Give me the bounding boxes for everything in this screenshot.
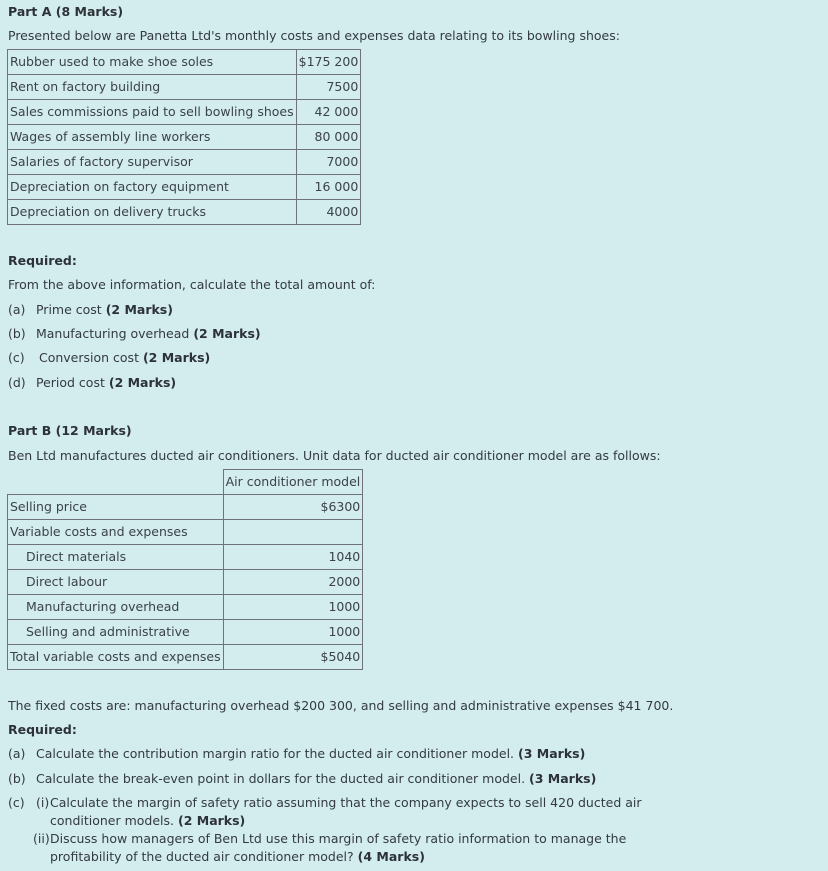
table-row	[8, 50, 361, 75]
row-label: Depreciation on factory equipment	[8, 175, 297, 200]
row-value	[223, 520, 363, 545]
item-marks: (2 Marks)	[193, 326, 261, 341]
row-label: Rent on factory building	[8, 75, 297, 100]
item-marks: (2 Marks)	[178, 813, 246, 828]
part-a-required-label: Required:	[8, 253, 77, 268]
table-row	[8, 595, 363, 620]
row-value: 2000	[223, 570, 363, 595]
part-b-item-a	[8, 746, 585, 761]
table-row	[8, 620, 363, 645]
row-label: Selling price	[8, 495, 224, 520]
table-row	[8, 150, 361, 175]
item-marks: (2 Marks)	[105, 302, 173, 317]
table-row	[8, 125, 361, 150]
row-label: Variable costs and expenses	[8, 520, 224, 545]
part-b-intro: Ben Ltd manufactures ducted air conditioners. Unit data for ducted air conditioner model are as follows:	[8, 448, 661, 463]
item-letter: (b)	[8, 326, 26, 341]
part-b-item-c-i-line1: Calculate the margin of safety ratio assuming that the company expects to sell 420 ducted air	[50, 795, 642, 810]
part-b-item-c-i-line2	[50, 813, 245, 828]
row-label: Selling and administrative	[8, 620, 224, 645]
row-label: Salaries of factory supervisor	[8, 150, 297, 175]
item-text: Calculate the contribution margin ratio for the ducted air conditioner model.	[35, 746, 515, 761]
part-b-item-c-ii-num: (ii)	[33, 831, 50, 846]
part-b-item-b	[8, 771, 596, 786]
row-label: Rubber used to make shoe soles	[8, 50, 297, 75]
table-row	[8, 175, 361, 200]
part-b-required-label: Required:	[8, 722, 77, 737]
item-text: Prime cost	[35, 302, 102, 317]
fixed-costs-text: The fixed costs are: manufacturing overhead $200 300, and selling and administrative expenses $41 700.	[8, 698, 674, 713]
row-value: 1040	[223, 545, 363, 570]
part-b-item-c-ii-line2	[50, 849, 425, 864]
row-label: Direct materials	[8, 545, 224, 570]
item-letter: (b)	[8, 771, 26, 786]
item-letter: (a)	[8, 746, 26, 761]
item-text: conditioner models.	[50, 813, 175, 828]
part-b-heading: Part B (12 Marks)	[8, 423, 132, 438]
item-letter: (c)	[8, 350, 25, 365]
item-marks: (4 Marks)	[357, 849, 425, 864]
item-marks: (3 Marks)	[518, 746, 586, 761]
table-row	[8, 545, 363, 570]
row-label: Direct labour	[8, 570, 224, 595]
part-a-required-intro: From the above information, calculate the total amount of:	[8, 277, 376, 292]
row-value: 16 000	[296, 175, 361, 200]
row-value: 42 000	[296, 100, 361, 125]
row-value: $6300	[223, 495, 363, 520]
header-spacer	[8, 470, 224, 495]
part-a-item-b	[8, 326, 261, 341]
part-a-item-a	[8, 302, 173, 317]
part-a-item-d	[8, 375, 176, 390]
part-a-cost-table	[7, 49, 361, 225]
row-label: Wages of assembly line workers	[8, 125, 297, 150]
table-row	[8, 570, 363, 595]
column-header: Air conditioner model	[223, 470, 363, 495]
item-letter: (d)	[8, 375, 26, 390]
part-b-item-c-i-num: (i)	[36, 795, 50, 810]
table-row	[8, 495, 363, 520]
table-header-row	[8, 470, 363, 495]
item-text: Manufacturing overhead	[35, 326, 190, 341]
item-text: Period cost	[35, 375, 105, 390]
item-text: profitability of the ducted air conditioner model?	[50, 849, 354, 864]
row-label: Depreciation on delivery trucks	[8, 200, 297, 225]
item-marks: (2 Marks)	[108, 375, 177, 390]
part-a-item-c	[8, 350, 210, 365]
part-a-heading: Part A (8 Marks)	[8, 4, 124, 19]
row-value: $5040	[223, 645, 363, 670]
item-letter: (a)	[8, 302, 26, 317]
part-b-item-c-letter: (c)	[8, 795, 25, 810]
row-value: 7500	[296, 75, 361, 100]
row-value: 80 000	[296, 125, 361, 150]
item-text: Calculate the break-even point in dollars for the ducted air conditioner model.	[35, 771, 526, 786]
part-b-unit-table	[7, 469, 363, 670]
row-value: $175 200	[296, 50, 361, 75]
row-label: Total variable costs and expenses	[8, 645, 224, 670]
row-value: 1000	[223, 595, 363, 620]
part-a-intro: Presented below are Panetta Ltd's monthly costs and expenses data relating to its bowling shoes:	[8, 28, 620, 43]
table-row	[8, 200, 361, 225]
row-label: Sales commissions paid to sell bowling shoes	[8, 100, 297, 125]
row-value: 1000	[223, 620, 363, 645]
table-row	[8, 645, 363, 670]
row-value: 7000	[296, 150, 361, 175]
table-row	[8, 75, 361, 100]
item-marks: (2 Marks)	[142, 350, 211, 365]
table-row	[8, 520, 363, 545]
row-label: Manufacturing overhead	[8, 595, 224, 620]
table-row	[8, 100, 361, 125]
row-value: 4000	[296, 200, 361, 225]
part-b-item-c-ii-line1: Discuss how managers of Ben Ltd use this margin of safety ratio information to manage the	[50, 831, 627, 846]
item-marks: (3 Marks)	[529, 771, 597, 786]
item-text: Conversion cost	[38, 350, 139, 365]
